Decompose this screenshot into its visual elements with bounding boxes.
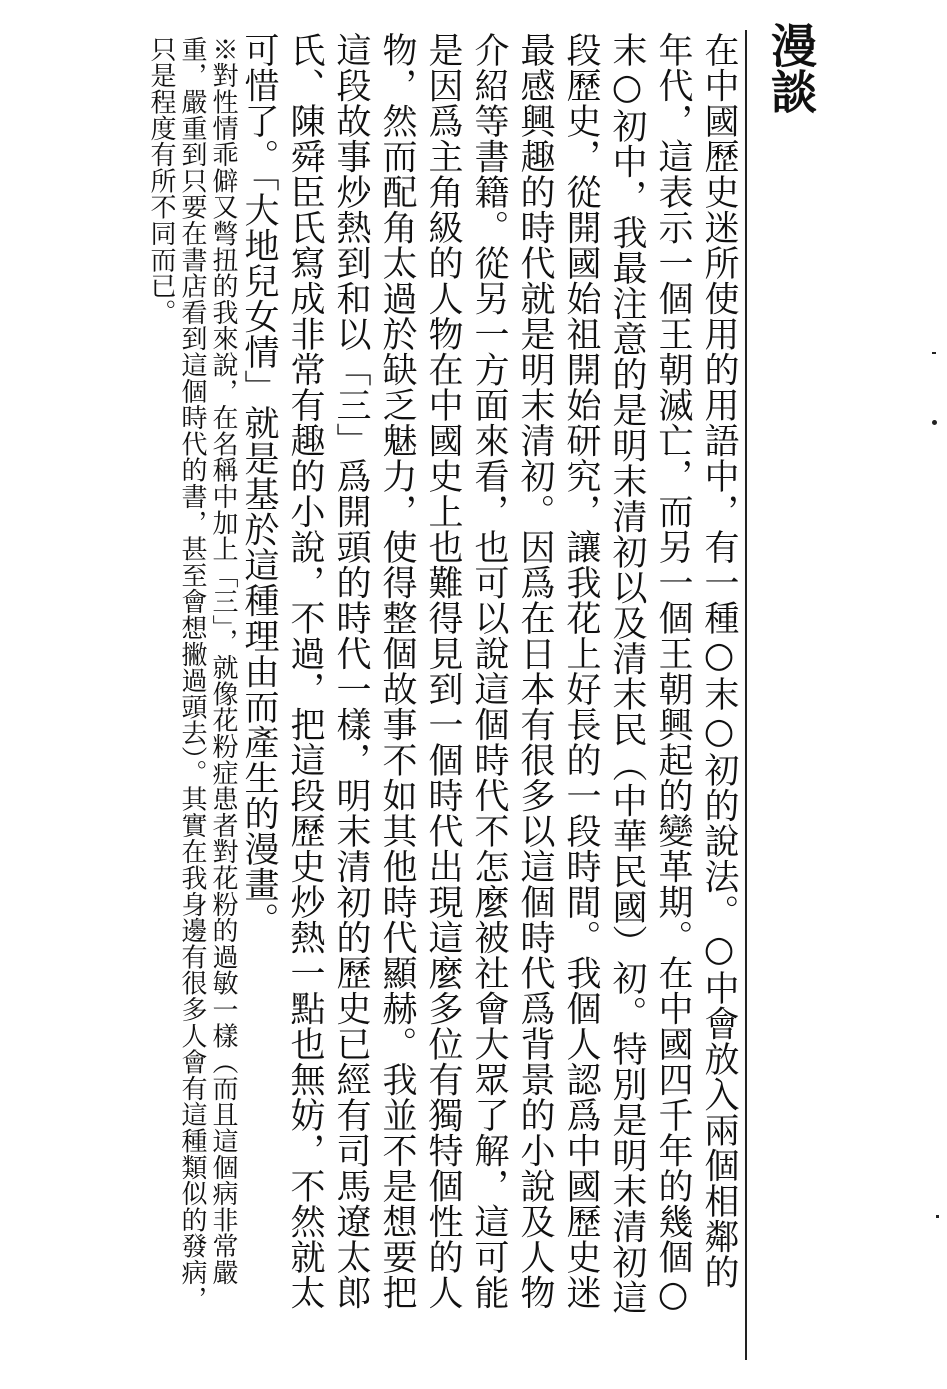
margin-mark: [932, 352, 936, 354]
footnote-text: ※對性情乖僻又彆扭的我來說，在名稱中加上「三」，就像花粉症患者對花粉的過敏一樣（而且這個病非常嚴重，嚴重到只要在書店看到這個時代的書，甚至會想撇過頭去）。其實在我身邊有很多人會有這種類似的發病，只是程度有所不同而已。: [146, 36, 238, 1312]
essay-body-text: 在中國歷史迷所使用的用語中，有一種○末○初的說法。○中會放入兩個相鄰的年代，這表示一個王朝滅亡，而另一個王朝興起的變革期。在中國四千年的幾個○末○初中，我最注意的是明末清初以及清末民（中華民國）初。特別是明末清初這段歷史，從開國始祖開始研究，讓我花上好長的一段時間。我個人認爲中國歷史迷最感興趣的時代就是明末清初。因爲在日本有很多以這個時代爲背景的小說及人物介紹等書籍。從另一方面來看，也可以說這個時代不怎麼被社會大眾了解，這可能是因爲主角級的人物在中國史上也難得見到一個時代出現這麼多位有獨特個性的人物，然而配角太過於缺乏魅力，使得整個故事不如其他時代顯赫。我並不是想要把這段故事炒熱到和以「三」爲開頭的時代一樣，明末清初的歷史已經有司馬遼太郎氏、陳舜臣氏寫成非常有趣的小說，不過，把這段歷史炒熱一點也無妨，不然就太可惜了。「大地兒女情」就是基於這種理由而產生的漫畫。: [239, 32, 739, 1315]
margin-mark: [932, 420, 937, 425]
title-divider-rule: [745, 30, 747, 1360]
margin-mark: [936, 1215, 939, 1218]
page-title: 漫談: [764, 22, 818, 114]
